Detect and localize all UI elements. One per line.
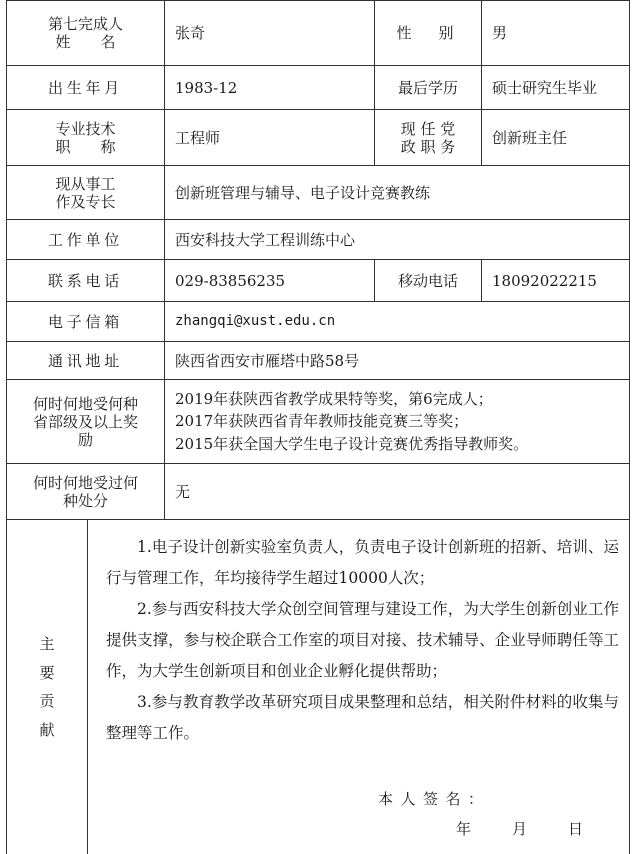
address-value: 陕西省西安市雁塔中路58号 xyxy=(164,342,629,380)
punishment-value: 无 xyxy=(164,464,629,520)
contribution-paragraph: 1.电子设计创新实验室负责人，负责电子设计创新班的招新、培训、运行与管理工作，年均接待学生超过10000人次； xyxy=(106,538,619,587)
contribution-body xyxy=(87,520,629,854)
unit-label: 工作单位 xyxy=(7,220,164,260)
signature-label: 本人签名： xyxy=(378,790,491,808)
party-position-label: 现 任 党 政 职 务 xyxy=(374,110,481,166)
work-value: 创新班管理与辅导、电子设计竞赛教练 xyxy=(164,166,629,220)
contribution-paragraph: 2.参与西安科技大学众创空间管理与建设工作，为大学生创新创业工作提供支撑，参与校企联合工作室的项目对接、技术辅导、企业导师聘任等工作，为大学生创新项目和创业企业孵化提供帮助； xyxy=(106,600,619,680)
title-value: 工程师 xyxy=(164,110,374,166)
phone-value: 029-83856235 xyxy=(164,260,374,302)
mobile-label: 移动电话 xyxy=(374,260,481,302)
contribution-paragraph: 3.参与教育教学改革研究项目成果整理和总结，相关附件材料的收集与整理等工作。 xyxy=(106,693,619,742)
education-value: 硕士研究生毕业 xyxy=(481,66,629,110)
title-label: 专业技术 职 称 xyxy=(7,110,164,166)
gender-label: 性 别 xyxy=(374,0,481,66)
awards-value xyxy=(164,380,629,464)
phone-label: 联系电话 xyxy=(7,260,164,302)
name-label: 第七完成人 姓 名 xyxy=(7,0,164,66)
application-form xyxy=(6,0,630,854)
awards-label: 何时何地受何种 省部级及以上奖 励 xyxy=(7,380,164,464)
mobile-value: 18092022215 xyxy=(481,260,629,302)
award-item: 2019年获陕西省教学成果特等奖，第6完成人； xyxy=(175,389,493,408)
punishment-label: 何时何地受过何 种处分 xyxy=(7,464,164,520)
date-month: 月 xyxy=(512,820,528,838)
name-value: 张奇 xyxy=(164,0,374,66)
party-position-value: 创新班主任 xyxy=(481,110,629,166)
date-year: 年 xyxy=(456,820,472,838)
contribution-label: 主 要 贡 献 xyxy=(39,635,55,739)
address-label: 通讯地址 xyxy=(7,342,164,380)
award-item: 2017年获陕西省青年教师技能竞赛三等奖； xyxy=(175,412,469,431)
email-value: zhangqi@xust.edu.cn xyxy=(164,302,629,342)
date-day: 日 xyxy=(568,820,584,838)
gender-value: 男 xyxy=(481,0,629,66)
unit-value: 西安科技大学工程训练中心 xyxy=(164,220,629,260)
award-item: 2015年获全国大学生电子设计竞赛优秀指导教师奖。 xyxy=(175,434,529,453)
birth-label: 出生年月 xyxy=(7,66,164,110)
birth-value: 1983-12 xyxy=(164,66,374,110)
education-label: 最后学历 xyxy=(374,66,481,110)
work-label: 现从事工 作及专长 xyxy=(7,166,164,220)
email-label: 电子信箱 xyxy=(7,302,164,342)
